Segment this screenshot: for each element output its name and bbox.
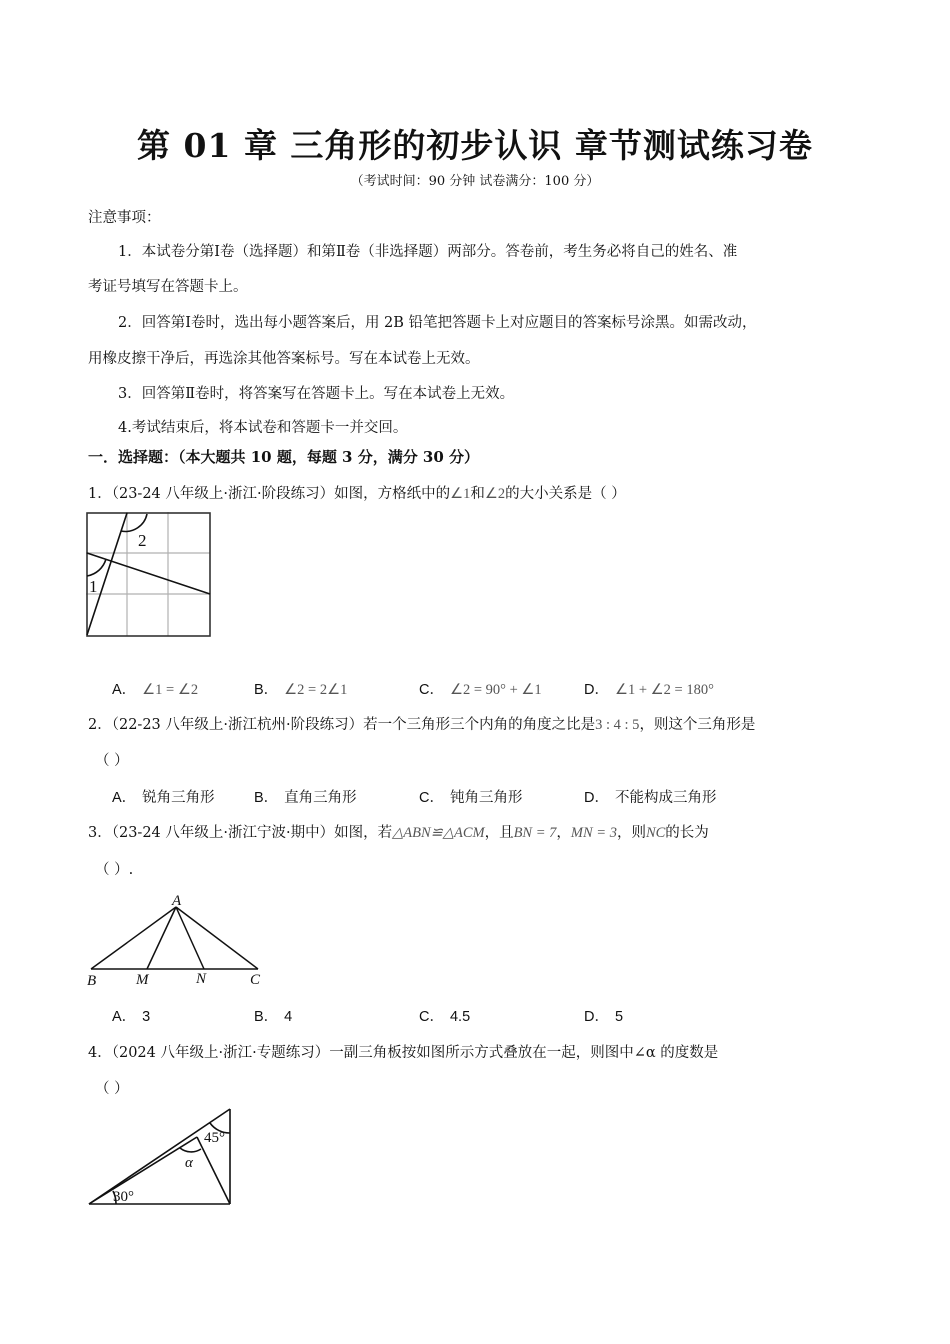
question-1: 1．（23-24 八年级上·浙江·阶段练习）如图，方格纸中的∠1和∠2的大小关系是（ ） [88, 486, 626, 502]
question-number: 2． [88, 717, 112, 733]
notice-item-1: 1．本试卷分第Ⅰ卷（选择题）和第Ⅱ卷（非选择题）两部分。答卷前，考生务必将自己的姓名、准 [118, 244, 738, 260]
angle-30-label: 30° [113, 1189, 134, 1205]
notice-item-3: 3．回答第Ⅱ卷时，将答案写在答题卡上。写在本试卷上无效。 [118, 386, 515, 402]
option-b[interactable]: B． 直角三角形 [254, 790, 357, 806]
question-number: 3． [88, 825, 112, 841]
question-4: 4．（2024 八年级上·浙江·专题练习）一副三角板按如图所示方式叠放在一起，则图中∠α 的度数是 [88, 1045, 719, 1061]
angle-1-label: 1 [89, 577, 98, 596]
question-3-bracket: （ ）. [95, 862, 134, 878]
notice-item-4: 4.考试结束后，将本试卷和答题卡一并交回。 [118, 420, 408, 436]
option-b[interactable]: B． 4 [254, 1009, 293, 1025]
page-subtitle: （考试时间：90 分钟 试卷满分：100 分） [350, 174, 600, 189]
question-4-bracket: （ ） [95, 1081, 129, 1097]
option-d[interactable]: D． 不能构成三角形 [584, 790, 717, 806]
option-c[interactable]: C． 钝角三角形 [419, 790, 523, 806]
option-c[interactable]: C． ∠2 = 90° + ∠1 [419, 682, 542, 698]
section-heading: 一．选择题：（本大题共 10 题，每题 3 分，满分 30 分） [88, 448, 480, 466]
q4-set-squares-figure [86, 1106, 236, 1208]
option-c[interactable]: C． 4.5 [419, 1009, 471, 1025]
angle-alpha-label: α [185, 1155, 193, 1171]
option-a[interactable]: A． 3 [112, 1009, 151, 1025]
notice-item-2: 2．回答第Ⅰ卷时，选出每小题答案后，用 2B 铅笔把答题卡上对应题目的答案标号涂黑。如需改动， [118, 315, 757, 331]
notice-item-2-cont: 用橡皮擦干净后，再选涂其他答案标号。写在本试卷上无效。 [88, 351, 480, 367]
question-source: （23-24 八年级上·浙江·阶段练习） [111, 486, 335, 502]
q1-grid-figure [86, 512, 212, 638]
question-2: 2．（22-23 八年级上·浙江杭州·阶段练习）若一个三角形三个内角的角度之比是3 : 4 : 5，则这个三角形是 [88, 717, 756, 733]
question-2-bracket: （ ） [95, 753, 129, 769]
question-source: （22-23 八年级上·浙江杭州·阶段练习） [111, 717, 364, 733]
vertex-b-label: B [87, 973, 97, 989]
point-m-label: M [136, 972, 149, 988]
angle-2-label: 2 [138, 531, 147, 550]
point-n-label: N [196, 971, 207, 987]
option-d[interactable]: D． ∠1 + ∠2 = 180° [584, 682, 714, 698]
question-source: （23-24 八年级上·浙江宁波·期中） [111, 825, 335, 841]
question-number: 1． [88, 486, 112, 502]
q3-triangle-figure [86, 892, 266, 988]
option-d[interactable]: D． 5 [584, 1009, 624, 1025]
notice-item-1-cont: 考证号填写在答题卡上。 [88, 279, 248, 295]
vertex-a-label: A [172, 893, 182, 909]
option-b[interactable]: B． ∠2 = 2∠1 [254, 682, 348, 698]
vertex-c-label: C [250, 972, 261, 988]
option-a[interactable]: A． ∠1 = ∠2 [112, 682, 199, 698]
question-number: 4． [88, 1045, 112, 1061]
option-a[interactable]: A． 锐角三角形 [112, 790, 215, 806]
question-source: （2024 八年级上·浙江·专题练习） [111, 1045, 330, 1061]
notice-heading: 注意事项： [88, 210, 161, 226]
question-3: 3．（23-24 八年级上·浙江宁波·期中）如图，若△ABN≌△ACM，且BN = 7，MN = 3，则NC的长为 [88, 825, 709, 841]
page-title: 第 01 章 三角形的初步认识 章节测试练习卷 [137, 126, 813, 165]
angle-45-label: 45° [204, 1130, 225, 1146]
